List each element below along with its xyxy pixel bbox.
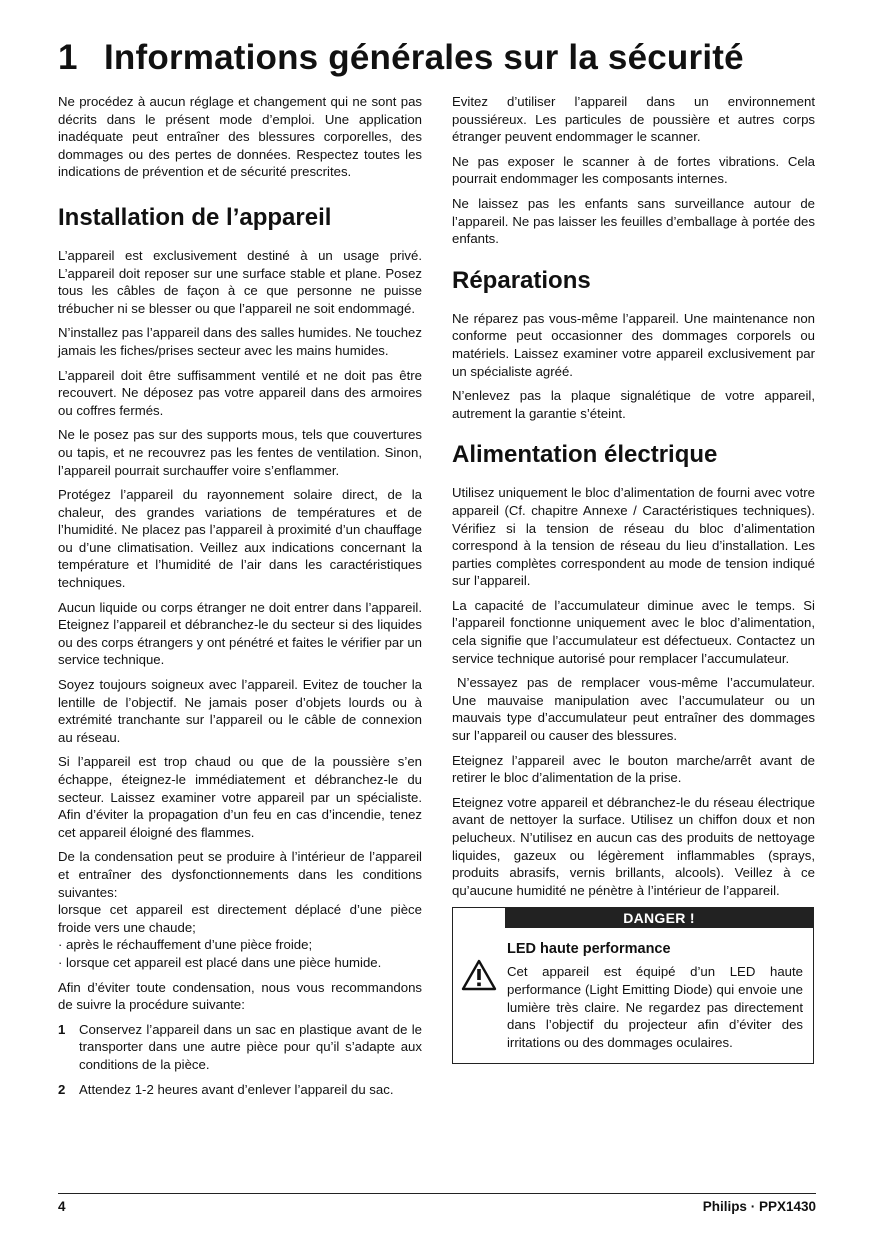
intro-paragraph: Ne procédez à aucun réglage et changement qui ne sont pas décrits dans le présent mode d’emploi. Une application inadéquate peut entraîner des blessures corporelles, des dommages ou des pertes de données. Respectez toutes les indications de prévention et de sécurité prescrites.	[58, 94, 422, 180]
procedure-step	[58, 1021, 422, 1074]
installation-paragraph: Aucun liquide ou corps étranger ne doit entrer dans l’appareil. Eteignez l’appareil et débranchez-le du secteur si des liquides ou des corps étrangers y ont pénétré et faites le vérifier par un service technique.	[58, 599, 422, 668]
power-supply-heading: Alimentation électrique	[452, 441, 718, 469]
power-paragraph: Eteignez votre appareil et débranchez-le du réseau électrique avant de nettoyer la surface. Utilisez un chiffon doux et non pelucheux. N’utilisez en aucun cas des produits de nettoyage liquides, gazeux ou légèrement inflammables (sprays, produits abrasifs, vernis brillants, alcools). Veillez à ce qu’aucune humidité ne pénètre à l’intérieur de l’appareil.	[452, 794, 815, 898]
installation-paragraph: N’installez pas l’appareil dans des salles humides. Ne touchez jamais les fiches/prises secteur avec les mains humides.	[58, 325, 422, 358]
warning-triangle-icon	[453, 928, 505, 1063]
installation-paragraph: Soyez toujours soigneux avec l’appareil. Evitez de toucher la lentille de l’objectif. Ne jamais poser d’objets lourds ou à extrémité tranchante sur l’appareil ou le câble de connexion au réseau.	[58, 677, 422, 745]
condensation-paragraph: De la condensation peut se produire à l’intérieur de l’appareil et entraîner des dysfonctionnements dans les conditions suivantes:	[58, 849, 422, 900]
repairs-heading: Réparations	[452, 266, 591, 294]
right-column	[452, 93, 815, 1064]
environment-paragraph: Ne pas exposer le scanner à de fortes vibrations. Cela pourrait endommager les composants internes.	[452, 153, 815, 187]
installation-paragraph: L’appareil doit être suffisamment ventilé et ne doit pas être recouvert. Ne déposez pas votre appareil dans des armoires ou coffres fermés.	[58, 367, 422, 418]
power-paragraph: La capacité de l’accumulateur diminue avec le temps. Si l’appareil fonctionne uniquement avec le bloc d’alimentation, cela signifie que l’accumulateur est défectueux. Contactez un service technique autorisé pour remplacer l’accumulateur.	[452, 597, 815, 666]
danger-notice	[452, 907, 814, 1064]
installation-paragraph: Protégez l’appareil du rayonnement solaire direct, de la chaleur, des grandes variations de températures et de l’humidité. Ne placez pas l’appareil à proximité d’un chauffage ou d’une climatisation. Veillez aux indications concernant la température et l’humidité de l’air dans les caractéristiques techniques.	[58, 487, 422, 591]
power-paragraph: Utilisez uniquement le bloc d’alimentation de fourni avec votre appareil (Cf. chapitre Annexe / Caractéristiques techniques). Vérifiez si la tension de réseau du bloc d’alimentation correspond à la tension de réseau du lieu d’installation. Les parties complètes correspondent au mode de tension indiqué sur l’appareil.	[452, 485, 815, 589]
footer-divider	[58, 1193, 816, 1194]
installation-paragraph: L’appareil est exclusivement destiné à un usage privé. L’appareil doit reposer sur une surface stable et plane. Posez tous les câbles de façon à ce que personne ne puisse trébucher ni se blesser ou que l’appareil ne soit endommagé.	[58, 247, 422, 316]
procedure-intro: Afin d’éviter toute condensation, nous vous recommandons de suivre la procédure suivante:	[58, 979, 422, 1013]
environment-paragraph: Evitez d’utiliser l’appareil dans un environnement poussiéreux. Les particules de poussière et autres corps étranger peuvent endommager le scanner.	[452, 94, 815, 145]
page-title	[58, 38, 744, 78]
repairs-paragraph: N’enlevez pas la plaque signalétique de votre appareil, autrement la garantie s’éteint.	[452, 388, 815, 421]
chapter-number: 1	[58, 38, 78, 77]
danger-text: Cet appareil est équipé d’un LED haute performance (Light Emitting Diode) qui envoie une lumière très claire. Ne regardez pas directement dans l’objectif du projecteur afin d’éviter des irritations ou des dommages oculaires.	[507, 964, 803, 1050]
step-number: 2	[58, 1081, 66, 1097]
page-number: 4	[58, 1199, 66, 1214]
brand-model: Philips · PPX1430	[702, 1199, 816, 1214]
power-paragraph: N’essayez pas de remplacer vous-même l’accumulateur. Une mauvaise manipulation avec l’accumulateur ou un mauvais type d’accumulateur peut entraîner des dommages sur l’appareil ou causer des blessures.	[452, 675, 815, 744]
danger-content	[505, 928, 813, 1063]
environment-paragraph: Ne laissez pas les enfants sans surveillance autour de l’appareil. Ne pas laisser les feuilles d’emballage à portée des enfants.	[452, 195, 815, 247]
power-paragraph: Eteignez l’appareil avec le bouton marche/arrêt avant de retirer le bloc d’alimentation de la prise.	[452, 752, 815, 786]
condition-item: lorsque cet appareil est directement déplacé d’une pièce froide vers une chaude;	[58, 902, 422, 935]
step-number: 1	[58, 1021, 66, 1037]
danger-label: DANGER !	[505, 908, 813, 928]
condition-item: · lorsque cet appareil est placé dans une pièce humide.	[58, 954, 382, 970]
step-text: Attendez 1-2 heures avant d’enlever l’appareil du sac.	[79, 1081, 394, 1097]
chapter-title: Informations générales sur la sécurité	[104, 38, 744, 77]
left-column	[58, 93, 422, 1105]
danger-title: LED haute performance	[507, 941, 671, 958]
installation-heading: Installation de l’appareil	[58, 203, 332, 231]
danger-header	[453, 908, 813, 928]
installation-paragraph: Ne le posez pas sur des supports mous, tels que couvertures ou tapis, et ne recouvrez pas les fentes de ventilation. Sinon, l’appareil pourrait surchauffer voire s’enflammer.	[58, 427, 422, 478]
step-text: Conservez l’appareil dans un sac en plastique avant de le transporter dans une autre pièce pour qu’il s’adapte aux conditions de la pièce.	[79, 1021, 422, 1072]
procedure-step	[58, 1081, 422, 1099]
repairs-paragraph: Ne réparez pas vous-même l’appareil. Une maintenance non conforme peut occasionner des dommages corporels ou matériels. Laissez examiner votre appareil exclusivement par un spécialiste agréé.	[452, 310, 815, 379]
condition-item: · après le réchauffement d’une pièce froide;	[58, 937, 313, 953]
installation-paragraph: Si l’appareil est trop chaud ou que de la poussière s’en échappe, éteignez-le immédiatement et débranchez-le du secteur. Laissez examiner votre appareil par un spécialiste. Afin d’éviter la propagation d’un feu en cas d’incendie, tenez cet appareil éloigné des flammes.	[58, 754, 422, 840]
procedure-steps	[58, 1021, 422, 1098]
